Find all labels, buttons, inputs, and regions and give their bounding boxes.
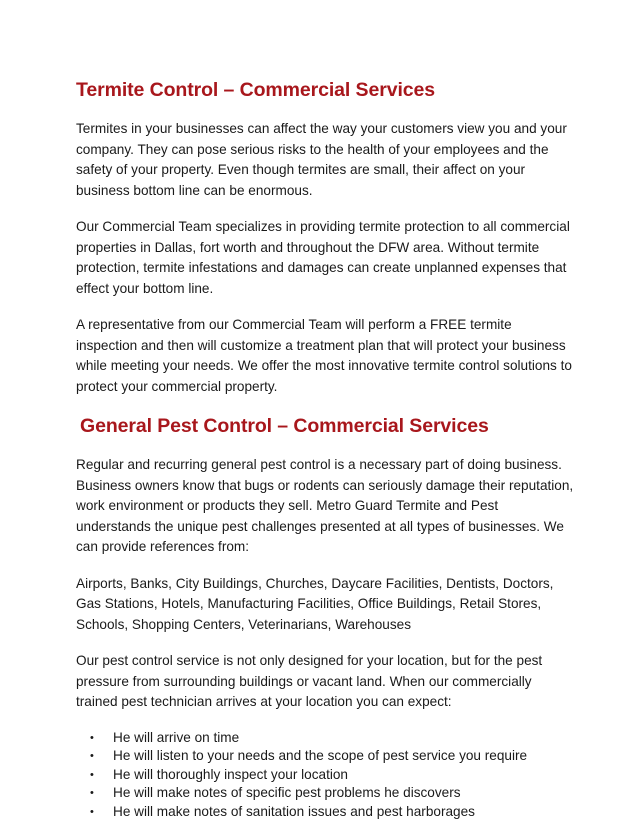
list-item — [76, 766, 576, 785]
list-item-text: He will thoroughly inspect your location — [113, 766, 348, 782]
termite-section-title: Termite Control – Commercial Services — [76, 79, 435, 101]
pest-references-list: Airports, Banks, City Buildings, Churches, Daycare Facilities, Dentists, Doctors, Gas Stations, Hotels, Manufacturing Facilities, Office Buildings, Retail Stores, Schools, Shopping Centers, Veterinarians, Warehouses — [76, 575, 554, 632]
list-item — [76, 803, 576, 822]
list-item — [76, 747, 576, 766]
termite-paragraph-1: Termites in your businesses can affect the way your customers view you and your company. They can pose serious risks to the health of your employees and the safety of your property. Even though termites are small, their affect on your business bottom line can be enormous. — [76, 121, 567, 198]
expectations-list — [76, 729, 576, 822]
list-item-text: He will make notes of specific pest problems he discovers — [113, 785, 461, 800]
list-item — [76, 729, 576, 748]
bullet-icon: • — [90, 787, 94, 799]
termite-paragraph-3: A representative from our Commercial Team will perform a FREE termite inspection and then will customize a treatment plan that will protect your business while meeting your needs. We offer the most innovative termite control solutions to protect your commercial property. — [76, 317, 572, 394]
pest-section-title: General Pest Control – Commercial Services — [80, 415, 489, 437]
bullet-icon: • — [90, 768, 94, 781]
pest-paragraph-3: Our pest control service is not only designed for your location, but for the pest pressure from surrounding buildings or vacant land. When our commercially trained pest technician arrives at your location you can expect: — [76, 653, 543, 709]
document-page — [76, 78, 576, 821]
termite-paragraph-2: Our Commercial Team specializes in providing termite protection to all commercial properties in Dallas, fort worth and throughout the DFW area. Without termite protection, termite infestations and damages can create unplanned expenses that effect your bottom line. — [76, 219, 570, 296]
list-item-text: He will make notes of sanitation issues and pest harborages — [113, 803, 475, 819]
list-item-text: He will listen to your needs and the scope of pest service you require — [113, 748, 528, 763]
bullet-icon: • — [90, 731, 94, 744]
list-item-text: He will arrive on time — [113, 729, 240, 745]
pest-paragraph-1: Regular and recurring general pest control is a necessary part of doing business. Business owners know that bugs or rodents can seriously damage their reputation, work environment or products they sell. Metro Guard Termite and Pest understands the unique pest challenges presented at all types of businesses. We can provide references from: — [76, 457, 574, 554]
bullet-icon: • — [90, 750, 94, 762]
bullet-icon: • — [90, 805, 94, 818]
list-item — [76, 784, 576, 803]
